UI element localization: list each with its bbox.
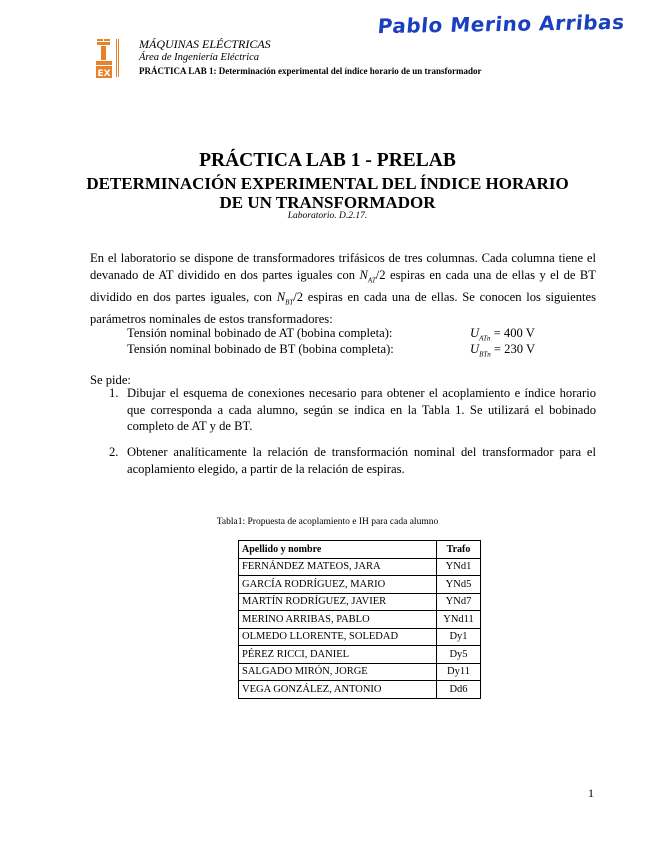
header-practice-title: Determinación experimental del índice horario de un transformador <box>216 66 482 76</box>
param-at-value <box>470 326 535 343</box>
param-at-subscript: ATn <box>479 334 491 343</box>
uex-logo-icon <box>94 37 121 79</box>
intro-text-2: /2 espiras en cada una de ellas y el de BT dividido en dos partes iguales, con <box>90 267 596 304</box>
param-bt-label: Tensión nominal bobinado de BT (bobina completa): <box>127 342 394 356</box>
header-practice <box>139 66 481 76</box>
table-row <box>239 611 481 629</box>
trafo-code: YNd1 <box>437 558 481 576</box>
n-bt-subscript: BT <box>285 298 294 307</box>
param-at-number: = 400 V <box>490 326 535 340</box>
page-number: 1 <box>588 786 594 800</box>
table-row <box>239 628 481 646</box>
handwritten-signature: Pablo Merino Arribas <box>376 9 626 39</box>
student-name: VEGA GONZÁLEZ, ANTONIO <box>239 681 437 699</box>
trafo-code: Dd6 <box>437 681 481 699</box>
table-row <box>239 558 481 576</box>
tasks-heading: Se pide: <box>90 373 131 387</box>
student-name: PÉREZ RICCI, DANIEL <box>239 646 437 664</box>
intro-text-1: En el laboratorio se dispone de transformadores trifásicos de tres columnas. Cada columna tiene el devanado de AT dividido en dos partes iguales con <box>90 251 596 282</box>
trafo-code: Dy11 <box>437 663 481 681</box>
header-practice-label: PRÁCTICA LAB 1: <box>139 66 217 76</box>
task-2-text: Obtener analíticamente la relación de transformación nominal del transformador para el acoplamiento elegido, a partir de la relación de espiras. <box>127 445 596 476</box>
task-1-text: Dibujar el esquema de conexiones necesario para obtener el acoplamiento e índice horario que corresponda a cada alumno, según se indica en la Tabla 1. Se utilizará el bobinado completo de AT y de BT. <box>127 386 596 433</box>
trafo-code: Dy5 <box>437 646 481 664</box>
param-bt-subscript: BTn <box>479 350 491 359</box>
table-row <box>239 663 481 681</box>
student-name: MARTÍN RODRÍGUEZ, JAVIER <box>239 593 437 611</box>
page-subtitle-line1: DETERMINACIÓN EXPERIMENTAL DEL ÍNDICE HORARIO <box>86 174 569 193</box>
param-bt-value <box>470 342 535 359</box>
n-at-subscript: AT <box>367 276 376 285</box>
table-row <box>239 681 481 699</box>
page-title: PRÁCTICA LAB 1 - PRELAB <box>199 150 456 171</box>
param-bt-symbol: U <box>470 342 480 356</box>
trafo-code: Dy1 <box>437 628 481 646</box>
student-name: MERINO ARRIBAS, PABLO <box>239 611 437 629</box>
task-1-number: 1. <box>109 386 119 400</box>
student-name: GARCÍA RODRÍGUEZ, MARIO <box>239 576 437 594</box>
intro-paragraph <box>90 250 596 327</box>
student-name: SALGADO MIRÓN, JORGE <box>239 663 437 681</box>
n-bt-symbol: N <box>276 289 286 304</box>
param-at-symbol: U <box>470 326 480 340</box>
header-area: Área de Ingeniería Eléctrica <box>139 52 260 63</box>
table-header-row <box>239 541 481 559</box>
page-subtitle-line2: DE UN TRANSFORMADOR <box>219 193 436 212</box>
n-at-symbol: N <box>359 267 368 282</box>
student-table <box>238 540 481 699</box>
table-caption: Tabla1: Propuesta de acoplamiento e IH para cada alumno <box>216 517 439 527</box>
table-row <box>239 593 481 611</box>
param-bt-number: = 230 V <box>490 342 536 356</box>
column-header-trafo: Trafo <box>437 541 481 559</box>
intro-text-3: /2 espiras en cada una de ellas. Se conocen los siguientes parámetros nominales de estos transformadores: <box>90 289 597 326</box>
svg-text:EX: EX <box>97 69 111 79</box>
table-row <box>239 646 481 664</box>
trafo-code: YNd5 <box>437 576 481 594</box>
trafo-code: YNd7 <box>437 593 481 611</box>
student-name: OLMEDO LLORENTE, SOLEDAD <box>239 628 437 646</box>
column-header-name: Apellido y nombre <box>239 541 437 559</box>
trafo-code: YNd11 <box>437 611 481 629</box>
table-row <box>239 576 481 594</box>
lab-location: Laboratorio. D.2.17. <box>287 211 368 221</box>
student-name: FERNÁNDEZ MATEOS, JARA <box>239 558 437 576</box>
param-at-label: Tensión nominal bobinado de AT (bobina completa): <box>127 326 393 340</box>
header-course: MÁQUINAS ELÉCTRICAS <box>139 37 271 51</box>
task-2-number: 2. <box>109 445 119 459</box>
